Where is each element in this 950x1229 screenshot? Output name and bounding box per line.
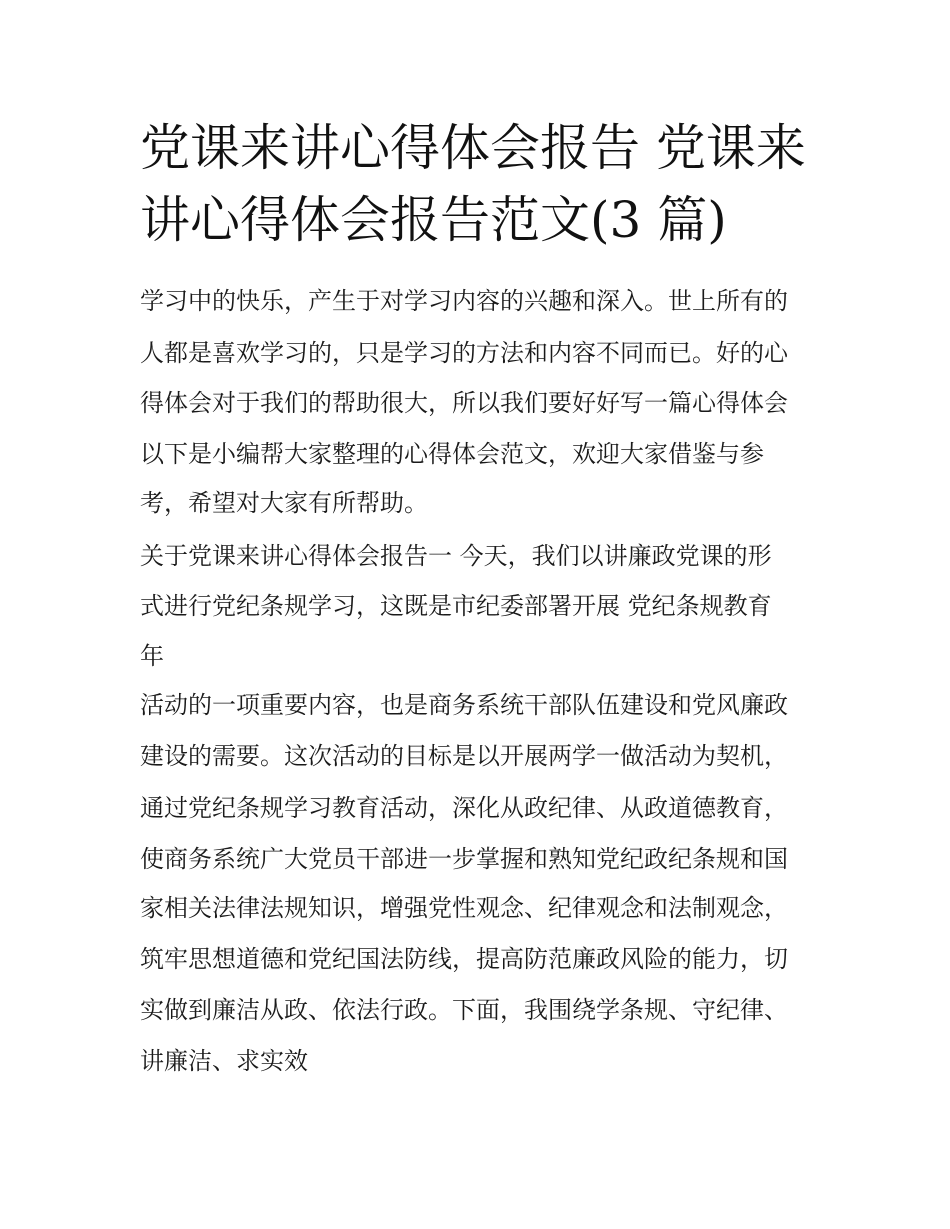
body-line: 得体会对于我们的帮助很大，所以我们要好好写一篇心得体会 (140, 389, 788, 417)
body-line: 家相关法律法规知识，增强党性观念、纪律观念和法制观念， (140, 894, 788, 922)
body-line: 筑牢思想道德和党纪国法防线，提高防范廉政风险的能力，切 (140, 945, 788, 973)
body-line: 年 (140, 642, 164, 670)
body-line: 考，希望对大家有所帮助。 (140, 489, 428, 517)
body-line: 人都是喜欢学习的，只是学习的方法和内容不同而已。好的心 (140, 339, 788, 367)
body-line: 以下是小编帮大家整理的心得体会范文，欢迎大家借鉴与参 (140, 440, 764, 468)
body-line: 式进行党纪条规学习，这既是市纪委部署开展 党纪条规教育 (140, 592, 772, 620)
body-line: 讲廉洁、求实效 (140, 1047, 308, 1075)
body-line: 使商务系统广大党员干部进一步掌握和熟知党纪政纪条规和国 (140, 845, 788, 873)
body-line: 建设的需要。这次活动的目标是以开展两学一做活动为契机， (140, 742, 788, 770)
title-line: 党课来讲心得体会报告 党课来 (140, 119, 806, 177)
title-line: 讲心得体会报告范文(3 篇) (140, 191, 727, 249)
body-line: 关于党课来讲心得体会报告一 今天，我们以讲廉政党课的形 (140, 542, 772, 570)
body-line: 通过党纪条规学习教育活动，深化从政纪律、从政道德教育， (140, 794, 788, 822)
document-title (140, 112, 820, 256)
body-line: 实做到廉洁从政、依法行政。下面，我围绕学条规、守纪律、 (140, 996, 788, 1024)
body-line: 活动的一项重要内容，也是商务系统干部队伍建设和党风廉政 (140, 691, 788, 719)
body-line: 学习中的快乐，产生于对学习内容的兴趣和深入。世上所有的 (140, 287, 788, 315)
